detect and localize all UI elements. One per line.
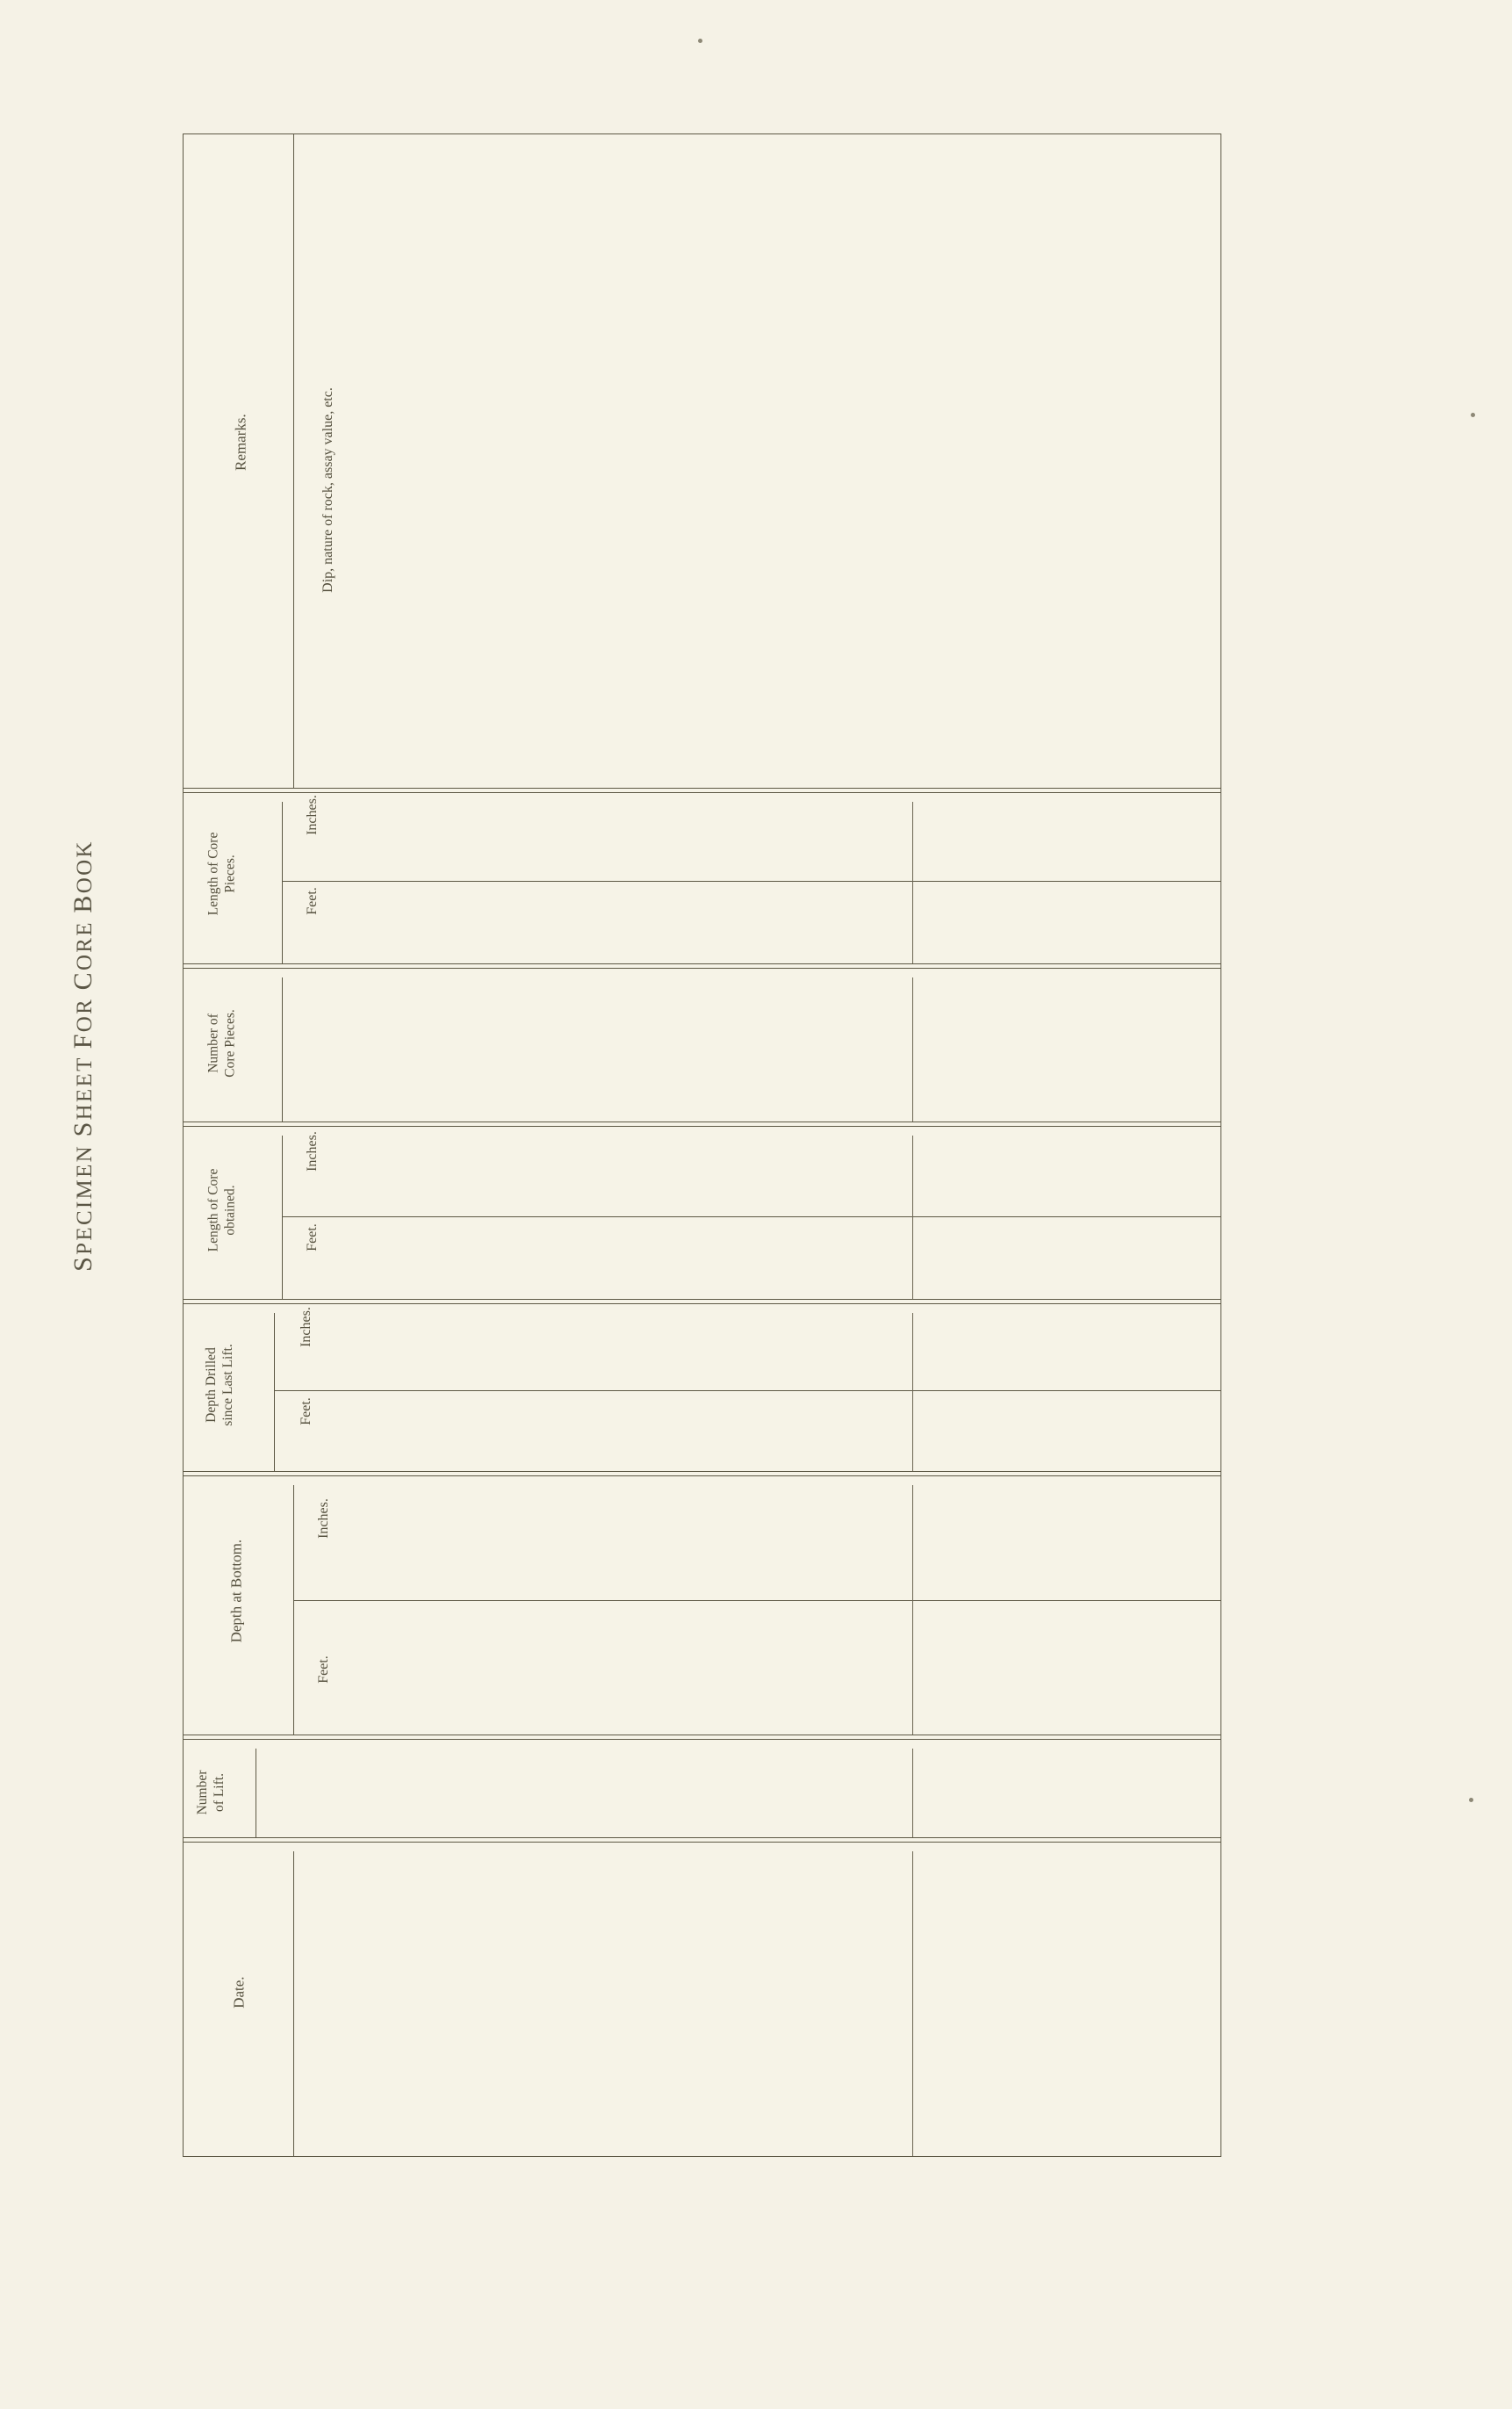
core-book-form-table [183, 133, 1221, 2157]
subheader-inches: Inches. [316, 1498, 331, 1539]
column-remarks [184, 134, 1220, 788]
subheader-feet: Feet. [316, 1655, 331, 1684]
column-depth-drilled-since-last-lift [184, 1307, 1220, 1471]
subcolumn-separator [293, 1600, 1220, 1601]
column-date [184, 1851, 1220, 2156]
ink-speck-icon [1471, 413, 1475, 417]
row-rule [912, 1390, 913, 1471]
page-title: SPECIMEN SHEET FOR CORE BOOK [68, 840, 97, 1272]
row-rule [912, 1313, 913, 1390]
subheader-inches: Inches. [305, 795, 320, 835]
header-divider [293, 134, 294, 788]
row-rule [912, 1136, 913, 1216]
band-separator [184, 963, 1220, 964]
subheader-inches: Inches. [305, 1131, 320, 1172]
column-header-depth-drilled: Depth Drilled since Last Lift. [204, 1344, 236, 1426]
row-rule [912, 1216, 913, 1299]
band-separator [184, 1471, 1220, 1472]
row-rule [912, 1600, 913, 1735]
ink-speck-icon [698, 39, 702, 43]
subcolumn-separator [282, 1216, 1220, 1217]
row-rule [912, 802, 913, 881]
header-divider [293, 1485, 294, 1735]
header-divider [282, 977, 283, 1122]
row-rule [912, 881, 913, 963]
column-header-length-of-core-pieces: Length of Core Pieces. [205, 832, 238, 916]
header-divider [282, 1136, 283, 1299]
subheader-feet: Feet. [305, 887, 320, 915]
subheader-inches: Inches. [299, 1307, 313, 1347]
column-header-length-of-core-obtained: Length of Core obtained. [205, 1168, 238, 1252]
subcolumn-separator [274, 1390, 1220, 1391]
row-rule [912, 1851, 913, 2156]
row-rule [912, 1749, 913, 1837]
header-divider [293, 1851, 294, 2156]
subheader-feet: Feet. [305, 1223, 320, 1251]
band-separator [184, 788, 1220, 789]
column-header-remarks: Remarks. [232, 414, 249, 471]
header-divider [274, 1313, 275, 1471]
subcolumn-separator [282, 881, 1220, 882]
row-rule [912, 977, 913, 1122]
column-header-number-of-core-pieces: Number of Core Pieces. [205, 1009, 238, 1078]
column-length-of-core-obtained [184, 1131, 1220, 1299]
subheader-feet: Feet. [299, 1397, 313, 1425]
column-header-number-of-lift: Number of Lift. [195, 1770, 227, 1815]
column-number-of-lift [184, 1749, 1220, 1837]
column-depth-at-bottom [184, 1485, 1220, 1735]
band-separator [184, 1299, 1220, 1300]
header-divider [282, 802, 283, 963]
column-header-depth-at-bottom: Depth at Bottom. [227, 1539, 245, 1643]
ink-speck-icon [1469, 1798, 1473, 1802]
column-header-date: Date. [230, 1976, 248, 2009]
column-number-of-core-pieces [184, 977, 1220, 1122]
remarks-subheader: Dip, nature of rock, assay value, etc. [320, 387, 335, 593]
column-length-of-core-pieces [184, 795, 1220, 963]
band-separator [184, 1837, 1220, 1838]
row-rule [912, 1485, 913, 1600]
